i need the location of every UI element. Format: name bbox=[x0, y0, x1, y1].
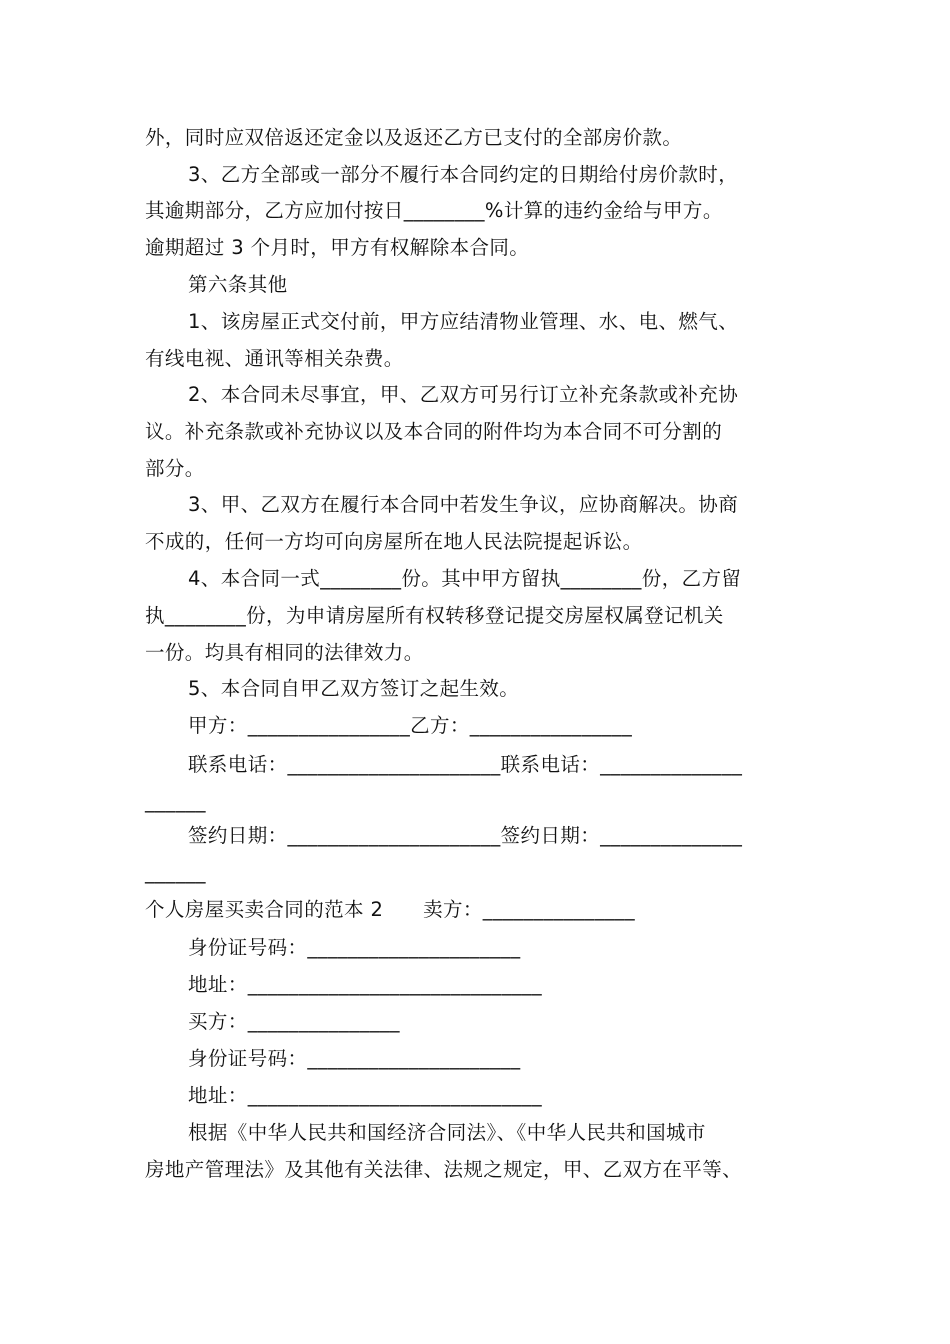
text-line: 逾期超过 3 个月时，甲方有权解除本合同。 bbox=[145, 236, 530, 259]
text-line: 执________份，为申请房屋所有权转移登记提交房屋权属登记机关 bbox=[145, 604, 724, 627]
text-line: 一份。均具有相同的法律效力。 bbox=[145, 641, 424, 664]
signature-line: 甲方：________________乙方：________________ bbox=[188, 714, 633, 737]
text-line: 外，同时应双倍返还定金以及返还乙方已支付的全部房价款。 bbox=[145, 126, 683, 149]
buyer-line: 买方：_______________ bbox=[188, 1010, 400, 1033]
text-line: 5、本合同自甲乙双方签订之起生效。 bbox=[188, 677, 520, 700]
text-line: 1、该房屋正式交付前，甲方应结清物业管理、水、电、燃气、 bbox=[188, 310, 739, 333]
text-line: 4、本合同一式________份。其中甲方留执________份，乙方留 bbox=[188, 567, 742, 590]
phone-line: 联系电话：_____________________联系电话：______________ bbox=[188, 753, 743, 776]
seller-address-line: 地址：_____________________________ bbox=[188, 973, 543, 996]
text-line: 有线电视、通讯等相关杂费。 bbox=[145, 347, 404, 370]
text-line: 3、甲、乙双方在履行本合同中若发生争议，应协商解决。协商 bbox=[188, 493, 739, 516]
buyer-id-line: 身份证号码：_____________________ bbox=[188, 1047, 521, 1070]
text-line: 2、本合同未尽事宜，甲、乙双方可另行订立补充条款或补充协 bbox=[188, 383, 739, 406]
date-line-continuation: ______ bbox=[145, 861, 206, 884]
text-line: 房地产管理法》及其他有关法律、法规之规定，甲、乙双方在平等、 bbox=[145, 1158, 743, 1181]
text-line: 议。补充条款或补充协议以及本合同的附件均为本合同不可分割的 bbox=[145, 420, 723, 443]
seller-id-line: 身份证号码：_____________________ bbox=[188, 936, 521, 959]
text-line: 部分。 bbox=[145, 457, 205, 480]
text-line: 不成的，任何一方均可向房屋所在地人民法院提起诉讼。 bbox=[145, 530, 643, 553]
date-line: 签约日期：_____________________签约日期：______________ bbox=[188, 824, 743, 847]
contract-title-line: 个人房屋买卖合同的范本 2 卖方：_______________ bbox=[145, 898, 636, 921]
text-line: 根据《中华人民共和国经济合同法》、《中华人民共和国城市 bbox=[188, 1121, 706, 1144]
buyer-address-line: 地址：_____________________________ bbox=[188, 1084, 543, 1107]
section-heading: 第六条其他 bbox=[188, 273, 288, 296]
text-line: 其逾期部分，乙方应加付按日________%计算的违约金给与甲方。 bbox=[145, 199, 723, 222]
text-line: 3、乙方全部或一部分不履行本合同约定的日期给付房价款时， bbox=[188, 163, 739, 186]
phone-line-continuation: ______ bbox=[145, 790, 206, 813]
